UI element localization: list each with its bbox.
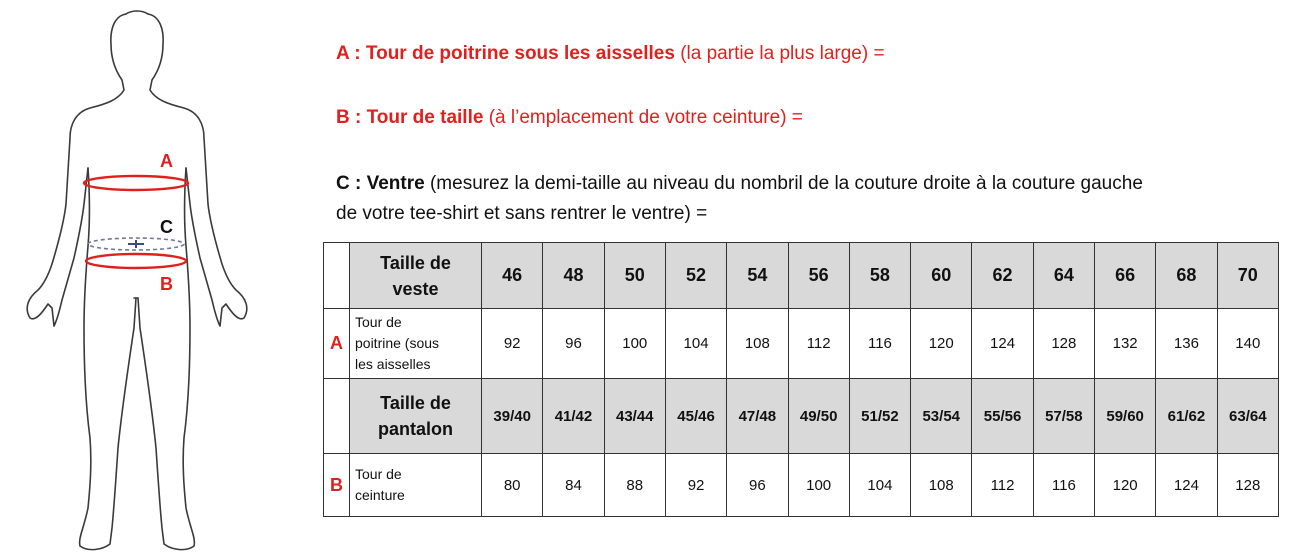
body-figure (18, 8, 278, 556)
pants-size-cell: 51/52 (849, 379, 910, 454)
waist-value-cell: 128 (1217, 454, 1278, 517)
pants-size-cell: 41/42 (543, 379, 604, 454)
label-b: B (160, 274, 173, 294)
jacket-size-cell: 68 (1156, 243, 1217, 309)
jacket-size-cell: 62 (972, 243, 1033, 309)
waist-value-cell: 108 (911, 454, 972, 517)
size-table (323, 242, 1279, 517)
waist-value-cell: 88 (604, 454, 665, 517)
waist-value-cell: 84 (543, 454, 604, 517)
jacket-size-cell: 64 (1033, 243, 1094, 309)
jacket-size-cell: 70 (1217, 243, 1278, 309)
waist-label: Tour de ceinture (350, 454, 482, 517)
pants-size-cell: 53/54 (911, 379, 972, 454)
chest-value-cell: 140 (1217, 309, 1278, 379)
jacket-size-cell: 66 (1094, 243, 1155, 309)
instruction-b (336, 104, 803, 132)
pants-size-cell: 55/56 (972, 379, 1033, 454)
jacket-size-cell: 50 (604, 243, 665, 309)
label-c: C (160, 217, 173, 237)
navel-marker-icon (128, 240, 144, 248)
chest-value-cell: 96 (543, 309, 604, 379)
jacket-size-cell: 46 (482, 243, 543, 309)
chest-label: Tour de poitrine (sous les aisselles (350, 309, 482, 379)
chest-row (324, 309, 1279, 379)
chest-letter: A (324, 309, 350, 379)
chest-value-cell: 128 (1033, 309, 1094, 379)
pants-size-cell: 61/62 (1156, 379, 1217, 454)
label-a: A (160, 151, 173, 171)
instruction-c-line2: de votre tee-shirt et sans rentrer le ventre) = (336, 203, 708, 224)
pants-size-cell: 49/50 (788, 379, 849, 454)
waist-value-cell: 100 (788, 454, 849, 517)
waist-value-cell: 116 (1033, 454, 1094, 517)
chest-value-cell: 100 (604, 309, 665, 379)
waist-value-cell: 120 (1094, 454, 1155, 517)
chest-value-cell: 124 (972, 309, 1033, 379)
jacket-size-cell: 52 (665, 243, 726, 309)
jacket-size-cell: 60 (911, 243, 972, 309)
waist-letter: B (324, 454, 350, 517)
jacket-size-header: Taille de veste (350, 243, 482, 309)
jacket-size-row (324, 243, 1279, 309)
waist-row (324, 454, 1279, 517)
waist-value-cell: 124 (1156, 454, 1217, 517)
pants-size-cell: 43/44 (604, 379, 665, 454)
pants-size-cell: 47/48 (727, 379, 788, 454)
jacket-size-cell: 54 (727, 243, 788, 309)
instruction-c (336, 170, 1143, 198)
chest-value-cell: 92 (482, 309, 543, 379)
pants-size-cell: 39/40 (482, 379, 543, 454)
pants-size-cell: 59/60 (1094, 379, 1155, 454)
pants-size-row (324, 379, 1279, 454)
pants-size-cell: 45/46 (665, 379, 726, 454)
jacket-size-cell: 56 (788, 243, 849, 309)
jacket-size-cell: 48 (543, 243, 604, 309)
chest-value-cell: 112 (788, 309, 849, 379)
chest-value-cell: 120 (911, 309, 972, 379)
body-outline-illustration (18, 8, 278, 556)
instruction-b-key: B : Tour de taille (336, 107, 484, 128)
instruction-c-key: C : Ventre (336, 173, 425, 194)
waist-value-cell: 104 (849, 454, 910, 517)
empty-cell (324, 243, 350, 309)
pants-size-header: Taille de pantalon (350, 379, 482, 454)
waist-measure-ellipse (86, 254, 186, 268)
chest-measure-ellipse (84, 176, 188, 190)
instruction-b-rest: (à l’emplacement de votre ceinture) = (488, 107, 803, 128)
waist-value-cell: 112 (972, 454, 1033, 517)
pants-size-cell: 57/58 (1033, 379, 1094, 454)
waist-value-cell: 80 (482, 454, 543, 517)
jacket-size-cell: 58 (849, 243, 910, 309)
waist-value-cell: 92 (665, 454, 726, 517)
chest-value-cell: 104 (665, 309, 726, 379)
chest-value-cell: 132 (1094, 309, 1155, 379)
instruction-a-key: A : Tour de poitrine sous les aisselles (336, 43, 675, 64)
instruction-c-rest: (mesurez la demi-taille au niveau du nombril de la couture droite à la couture gauche (429, 173, 1143, 194)
instruction-a (336, 40, 885, 68)
chest-value-cell: 108 (727, 309, 788, 379)
chest-value-cell: 136 (1156, 309, 1217, 379)
waist-value-cell: 96 (727, 454, 788, 517)
instruction-a-rest: (la partie la plus large) = (680, 43, 885, 64)
pants-size-cell: 63/64 (1217, 379, 1278, 454)
empty-cell (324, 379, 350, 454)
chest-value-cell: 116 (849, 309, 910, 379)
